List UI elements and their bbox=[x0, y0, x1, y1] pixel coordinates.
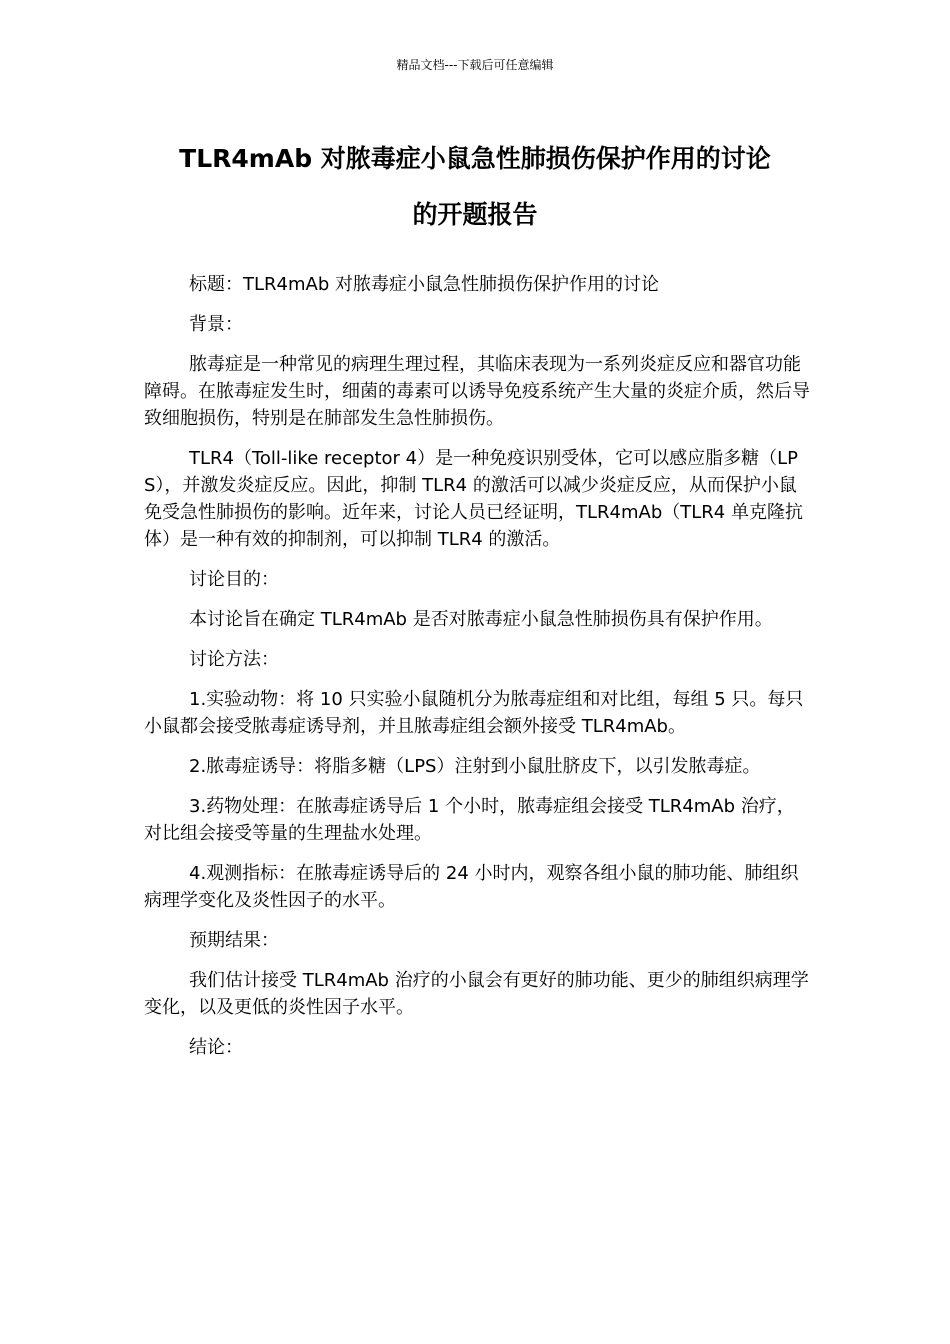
paragraph-purpose: 本讨论旨在确定 TLR4mAb 是否对脓毒症小鼠急性肺损伤具有保护作用。 bbox=[189, 609, 773, 630]
heading-conclusion: 结论： bbox=[189, 1037, 243, 1058]
heading-expected-results: 预期结果： bbox=[189, 930, 279, 951]
method-item-1: 1.实验动物：将 10 只实验小鼠随机分为脓毒症组和对比组，每组 5 只。每只小鼠都会接受脓毒症诱导剂，并且脓毒症组会额外接受 TLR4mAb。 bbox=[144, 689, 804, 737]
page-header: 精品文档---下载后可任意编辑 bbox=[396, 58, 554, 72]
paragraph-background-2: TLR4（Toll-like receptor 4）是一种免疫识别受体，它可以感应脂多糖（LPS），并激发炎症反应。因此，抑制 TLR4 的激活可以减少炎症反应，从而保护小鼠免受急性肺损伤的影响。近年来，讨论人员已经证明，TLR4mAb（TLR4 单克隆抗体）是一种有效的抑制剂，可以抑制 TLR4 的激活。 bbox=[144, 448, 803, 550]
paragraph-background-1: 脓毒症是一种常见的病理生理过程，其临床表现为一系列炎症反应和器官功能障碍。在脓毒症发生时，细菌的毒素可以诱导免疫系统产生大量的炎症介质，然后导致细胞损伤，特别是在肺部发生急性肺损伤。 bbox=[144, 354, 810, 429]
method-item-2: 2.脓毒症诱导：将脂多糖（LPS）注射到小鼠肚脐皮下，以引发脓毒症。 bbox=[189, 756, 761, 777]
heading-purpose: 讨论目的： bbox=[189, 569, 279, 590]
method-item-3: 3.药物处理：在脓毒症诱导后 1 个小时，脓毒症组会接受 TLR4mAb 治疗，对比组会接受等量的生理盐水处理。 bbox=[144, 796, 795, 844]
paragraph-topic: 标题：TLR4mAb 对脓毒症小鼠急性肺损伤保护作用的讨论 bbox=[189, 274, 659, 295]
document-body bbox=[144, 271, 810, 1074]
title-line-2: 的开题报告 bbox=[412, 200, 538, 229]
heading-background: 背景： bbox=[189, 314, 243, 335]
method-item-4: 4.观测指标：在脓毒症诱导后的 24 小时内，观察各组小鼠的肺功能、肺组织病理学变化及炎性因子的水平。 bbox=[144, 863, 799, 911]
heading-methods: 讨论方法： bbox=[189, 649, 279, 670]
paragraph-expected-results: 我们估计接受 TLR4mAb 治疗的小鼠会有更好的肺功能、更少的肺组织病理学变化，以及更低的炎性因子水平。 bbox=[144, 970, 809, 1018]
document-title bbox=[100, 131, 850, 243]
title-line-1: TLR4mAb 对脓毒症小鼠急性肺损伤保护作用的讨论 bbox=[179, 144, 771, 173]
